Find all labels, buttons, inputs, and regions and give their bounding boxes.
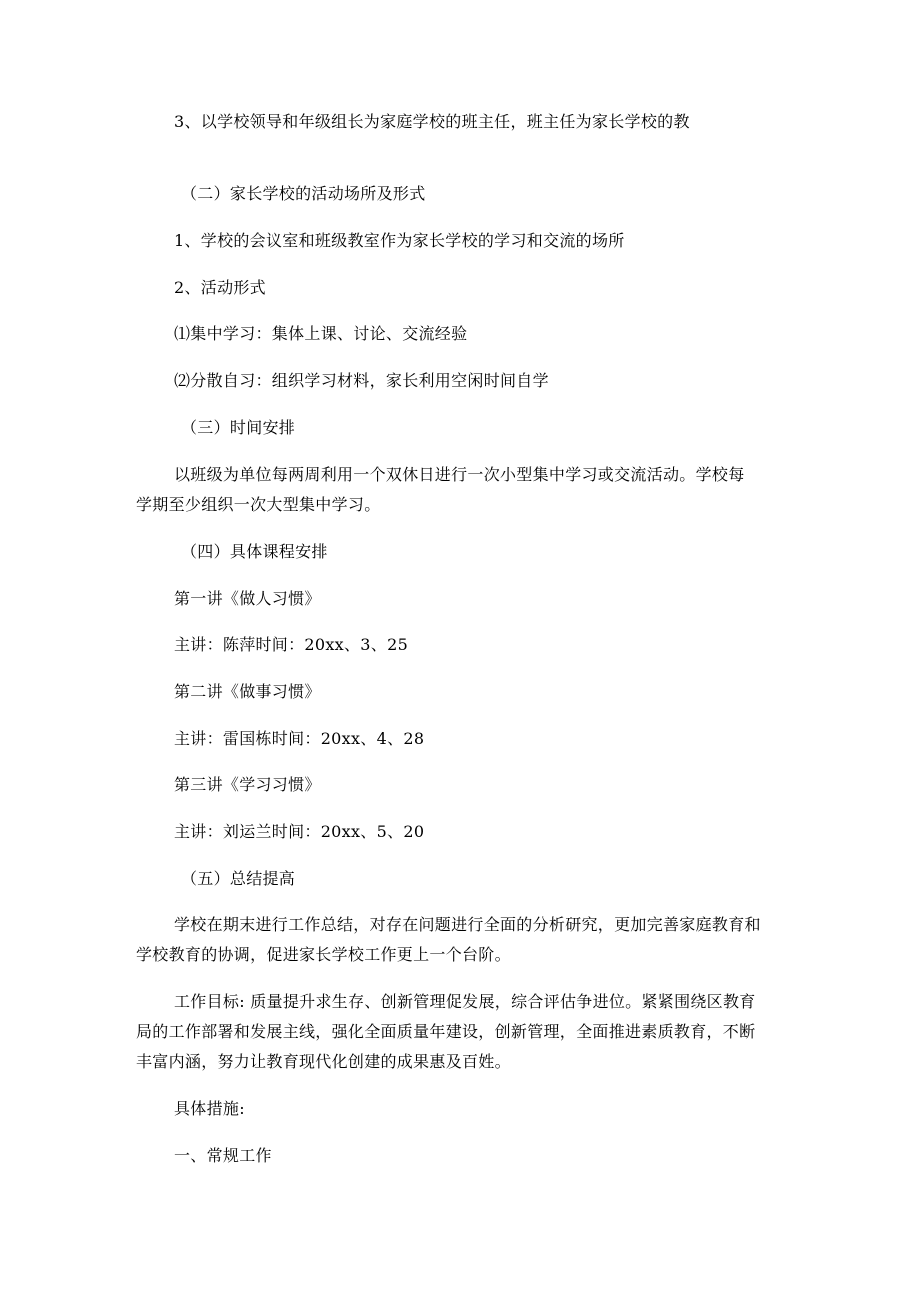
- lecture-2-title: 第二讲《做事习惯》: [174, 682, 321, 701]
- item-3-teachers: 3、以学校领导和年级组长为家庭学校的班主任，班主任为家长学校的教: [174, 112, 690, 131]
- section-3-heading: （三）时间安排: [181, 418, 296, 437]
- goal-paragraph-line-1: 工作目标: 质量提升求生存、创新管理促发展，综合评估争进位。紧紧围绕区教育: [174, 992, 756, 1011]
- section-5-heading: （五）总结提高: [181, 869, 296, 888]
- item-1-venue: 1、学校的会议室和班级教室作为家长学校的学习和交流的场所: [174, 231, 625, 250]
- subitem-2-self-study: ⑵分散自习：组织学习材料，家长利用空闲时间自学: [174, 371, 549, 390]
- lecture-3-title: 第三讲《学习习惯》: [174, 775, 321, 794]
- lecture-2-speaker: 主讲：雷国栋时间：20xx、4、28: [174, 729, 425, 748]
- section-2-heading: （二）家长学校的活动场所及形式: [181, 184, 426, 203]
- lecture-1-speaker: 主讲：陈萍时间：20xx、3、25: [174, 635, 409, 654]
- measures-heading: 具体措施:: [174, 1099, 245, 1118]
- item-2-activity-form: 2、活动形式: [174, 278, 266, 297]
- schedule-paragraph-line-1: 以班级为单位每两周利用一个双休日进行一次小型集中学习或交流活动。学校每: [174, 465, 745, 484]
- schedule-paragraph-line-2: 学期至少组织一次大型集中学习。: [136, 495, 381, 514]
- summary-paragraph-line-1: 学校在期末进行工作总结，对存在问题进行全面的分析研究，更加完善家庭教育和: [174, 915, 761, 934]
- section-4-heading: （四）具体课程安排: [181, 542, 328, 561]
- goal-paragraph-line-2: 局的工作部署和发展主线，强化全面质量年建设，创新管理，全面推进素质教育，不断: [136, 1022, 756, 1041]
- summary-paragraph-line-2: 学校教育的协调，促进家长学校工作更上一个台阶。: [136, 945, 511, 964]
- lecture-1-title: 第一讲《做人习惯》: [174, 589, 321, 608]
- routine-work-heading: 一、常规工作: [174, 1146, 272, 1165]
- subitem-1-group-study: ⑴集中学习：集体上课、讨论、交流经验: [174, 324, 468, 343]
- goal-paragraph-line-3: 丰富内涵，努力让教育现代化创建的成果惠及百姓。: [136, 1052, 511, 1071]
- lecture-3-speaker: 主讲：刘运兰时间：20xx、5、20: [174, 822, 425, 841]
